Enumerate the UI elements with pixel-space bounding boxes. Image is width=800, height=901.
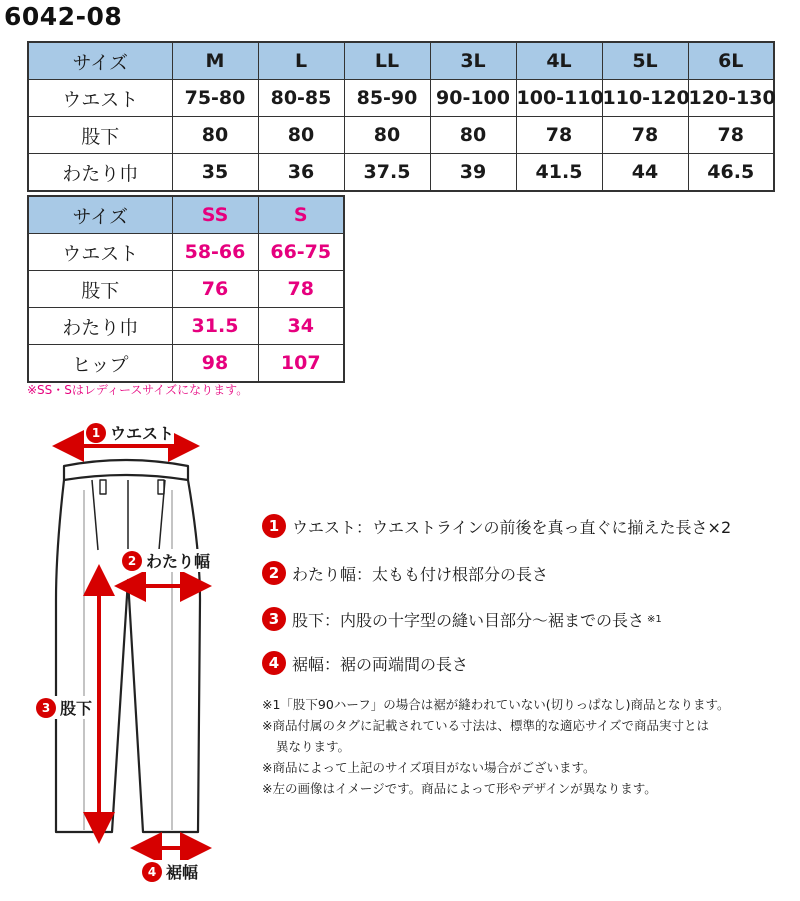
table-cell: 35 [172, 154, 258, 192]
number-badge-1: 1 [86, 423, 106, 443]
table-cell: 41.5 [516, 154, 602, 192]
number-badge-4: 4 [142, 862, 162, 882]
legend-term: 股下 [292, 610, 325, 630]
table-cell: 85-90 [344, 80, 430, 117]
table-row [28, 234, 344, 271]
legend-desc: ：太もも付け根部分の長さ [356, 564, 549, 584]
table-cell: 78 [688, 117, 774, 154]
table-header-row [28, 42, 774, 80]
table-header-row [28, 196, 344, 234]
table-row [28, 271, 344, 308]
pants-diagram [0, 400, 260, 901]
row-label-thigh: わたり巾 [28, 308, 172, 345]
table-cell: 80 [430, 117, 516, 154]
legend-item-inseam [262, 607, 662, 631]
table-cell: 58-66 [172, 234, 258, 271]
size-table-ladies [27, 195, 345, 383]
table-row [28, 80, 774, 117]
table-row [28, 117, 774, 154]
table-cell: 78 [602, 117, 688, 154]
table-cell: 44 [602, 154, 688, 192]
ladies-size-note: ※SS・Sはレディースサイズになります。 [27, 383, 249, 397]
size-col-5l: 5L [602, 42, 688, 80]
row-label-inseam: 股下 [28, 271, 172, 308]
size-col-l: L [258, 42, 344, 80]
diagram-label-thigh: 2 わたり幅 [122, 549, 210, 572]
number-badge-3: 3 [262, 607, 286, 631]
table-cell: 36 [258, 154, 344, 192]
size-col-s: S [258, 196, 344, 234]
size-col-ll: LL [344, 42, 430, 80]
table-cell: 66-75 [258, 234, 344, 271]
legend-term: 裾幅 [292, 654, 325, 674]
table-cell: 80 [344, 117, 430, 154]
legend-term: ウエスト [292, 517, 357, 537]
table-cell: 39 [430, 154, 516, 192]
legend-item-hem [262, 651, 468, 675]
table-cell: 80 [258, 117, 344, 154]
legend-desc: ：内股の十字型の縫い目部分～裾までの長さ [324, 610, 645, 630]
legend-footnote-mark: ※1 [647, 613, 662, 625]
diagram-label-hem: 4 裾幅 [142, 860, 198, 883]
table-cell: 78 [258, 271, 344, 308]
size-table-main [27, 41, 775, 192]
size-col-6l: 6L [688, 42, 774, 80]
diagram-label-waist: 1 ウエスト [86, 421, 174, 444]
size-col-3l: 3L [430, 42, 516, 80]
footnote-item: ※1「股下90ハーフ」の場合は裾が縫われていない(切りっぱなし)商品となります。 [262, 697, 730, 712]
row-label-inseam: 股下 [28, 117, 172, 154]
table-cell: 37.5 [344, 154, 430, 192]
number-badge-3: 3 [36, 698, 56, 718]
legend-item-waist [262, 514, 731, 538]
table-cell: 76 [172, 271, 258, 308]
table-cell: 100-110 [516, 80, 602, 117]
footnotes [262, 694, 729, 799]
table-row [28, 345, 344, 383]
row-label-waist: ウエスト [28, 80, 172, 117]
table-cell: 46.5 [688, 154, 774, 192]
footnote-item: ※左の画像はイメージです。商品によって形やデザインが異なります。 [262, 781, 657, 796]
size-col-ss: SS [172, 196, 258, 234]
table-cell: 107 [258, 345, 344, 383]
size-header-label: サイズ [28, 42, 172, 80]
diagram-label-inseam: 3 股下 [36, 696, 92, 719]
table-row [28, 154, 774, 192]
number-badge-2: 2 [262, 561, 286, 585]
table-cell: 90-100 [430, 80, 516, 117]
footnote-item: ※商品付属のタグに記載されている寸法は、標準的な適応サイズで商品実寸とは [262, 718, 709, 733]
size-col-m: M [172, 42, 258, 80]
pants-outline [56, 460, 200, 832]
table-cell: 110-120 [602, 80, 688, 117]
footnote-item: ※商品によって上記のサイズ項目がない場合がございます。 [262, 760, 596, 775]
size-col-4l: 4L [516, 42, 602, 80]
legend-term: わたり幅 [292, 564, 357, 584]
row-label-thigh: わたり巾 [28, 154, 172, 192]
size-header-label: サイズ [28, 196, 172, 234]
row-label-waist: ウエスト [28, 234, 172, 271]
legend-desc: ：ウエストラインの前後を真っ直ぐに揃えた長さ×2 [356, 517, 732, 537]
number-badge-4: 4 [262, 651, 286, 675]
table-cell: 120-130 [688, 80, 774, 117]
row-label-hip: ヒップ [28, 345, 172, 383]
model-code: 6042-08 [4, 2, 123, 31]
table-cell: 78 [516, 117, 602, 154]
table-cell: 80 [172, 117, 258, 154]
table-cell: 80-85 [258, 80, 344, 117]
table-cell: 34 [258, 308, 344, 345]
table-cell: 98 [172, 345, 258, 383]
number-badge-1: 1 [262, 514, 286, 538]
table-cell: 75-80 [172, 80, 258, 117]
table-row [28, 308, 344, 345]
legend-desc: ：裾の両端間の長さ [324, 654, 469, 674]
legend-item-thigh [262, 561, 548, 585]
number-badge-2: 2 [122, 551, 142, 571]
footnote-item: 異なります。 [276, 739, 351, 754]
table-cell: 31.5 [172, 308, 258, 345]
